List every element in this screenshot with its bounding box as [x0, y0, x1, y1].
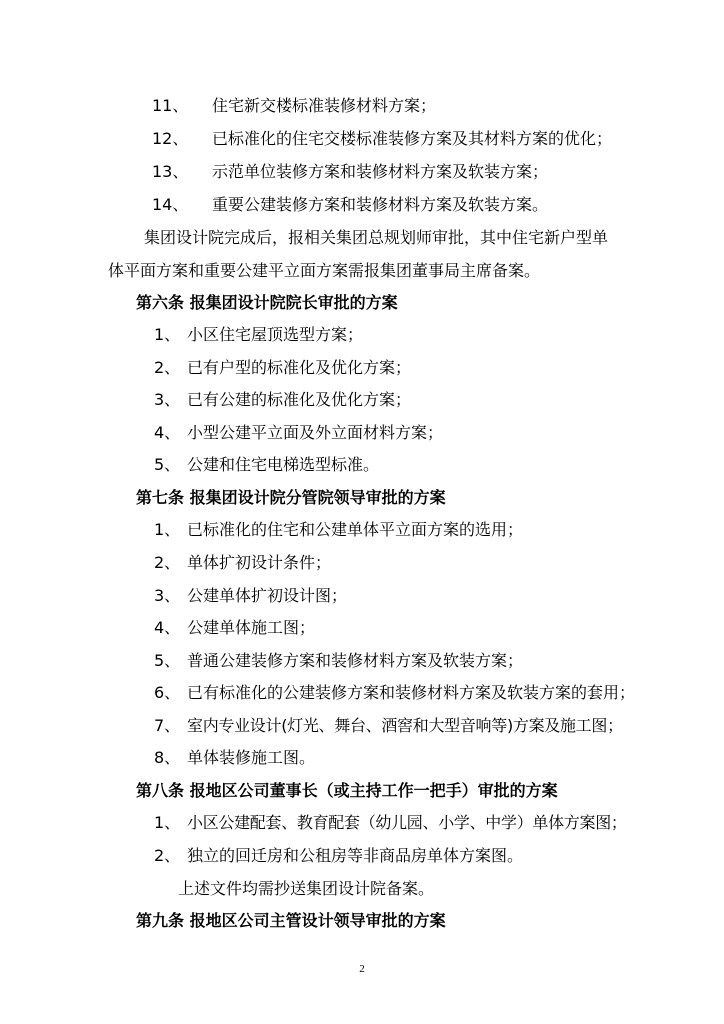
article-heading: 第八条 报地区公司董事长（或主持工作一把手）审批的方案 [136, 781, 558, 800]
list-number: 13、 [152, 162, 189, 181]
list-number: 12、 [152, 129, 189, 148]
list-item-text: 单体装修施工图。 [187, 748, 316, 767]
list-number: 5、 [154, 455, 181, 474]
list-number: 6、 [154, 683, 181, 702]
list-number: 2、 [154, 846, 181, 865]
list-item-text: 已标准化的住宅交楼标准装修方案及其材料方案的优化； [212, 129, 613, 148]
list-number: 11、 [152, 96, 189, 115]
list-item-text: 重要公建装修方案和装修材料方案及软装方案。 [212, 195, 549, 214]
list-number: 14、 [152, 195, 189, 214]
list-item-text: 公建和住宅电梯选型标准。 [187, 455, 380, 474]
list-number: 5、 [154, 651, 181, 670]
list-number: 1、 [154, 813, 181, 832]
list-item-text: 示范单位装修方案和装修材料方案及软装方案； [212, 162, 549, 181]
list-item-text: 独立的回迁房和公租房等非商品房单体方案图。 [187, 846, 524, 865]
list-number: 3、 [154, 586, 181, 605]
list-item-text: 住宅新交楼标准装修材料方案； [212, 96, 437, 115]
paragraph-line: 体平面方案和重要公建平立面方案需报集团董事局主席备案。 [108, 261, 541, 280]
page-number: 2 [359, 963, 365, 975]
list-number: 2、 [154, 358, 181, 377]
list-item-text: 已标准化的住宅和公建单体平立面方案的选用； [187, 520, 524, 539]
list-item-text: 小型公建平立面及外立面材料方案； [187, 423, 444, 442]
article-heading: 第九条 报地区公司主管设计领导审批的方案 [136, 911, 446, 930]
list-number: 2、 [154, 553, 181, 572]
list-item-text: 单体扩初设计条件； [187, 553, 332, 572]
article-heading: 第七条 报集团设计院分管院领导审批的方案 [136, 488, 446, 507]
note-text: 上述文件均需抄送集团设计院备案。 [178, 879, 435, 898]
list-item-text: 小区住宅屋顶选型方案； [187, 325, 364, 344]
list-item-text: 已有标准化的公建装修方案和装修材料方案及软装方案的套用； [187, 683, 636, 702]
list-number: 4、 [154, 423, 181, 442]
list-item-text: 室内专业设计(灯光、舞台、酒窖和大型音响等)方案及施工图； [187, 716, 623, 735]
list-item-text: 公建单体施工图； [187, 618, 316, 637]
list-number: 8、 [154, 748, 181, 767]
list-number: 4、 [154, 618, 181, 637]
list-number: 7、 [154, 716, 181, 735]
list-item-text: 已有公建的标准化及优化方案； [187, 390, 412, 409]
list-item-text: 公建单体扩初设计图； [187, 586, 348, 605]
list-item-text: 普通公建装修方案和装修材料方案及软装方案； [187, 651, 524, 670]
list-number: 3、 [154, 390, 181, 409]
list-number: 1、 [154, 520, 181, 539]
list-item-text: 小区公建配套、教育配套（幼儿园、小学、中学）单体方案图； [187, 813, 627, 832]
list-number: 1、 [154, 325, 181, 344]
list-item-text: 已有户型的标准化及优化方案； [187, 358, 412, 377]
paragraph-line: 集团设计院完成后，报相关集团总规划师审批，其中住宅新户型单 [144, 228, 609, 247]
article-heading: 第六条 报集团设计院院长审批的方案 [136, 293, 398, 312]
